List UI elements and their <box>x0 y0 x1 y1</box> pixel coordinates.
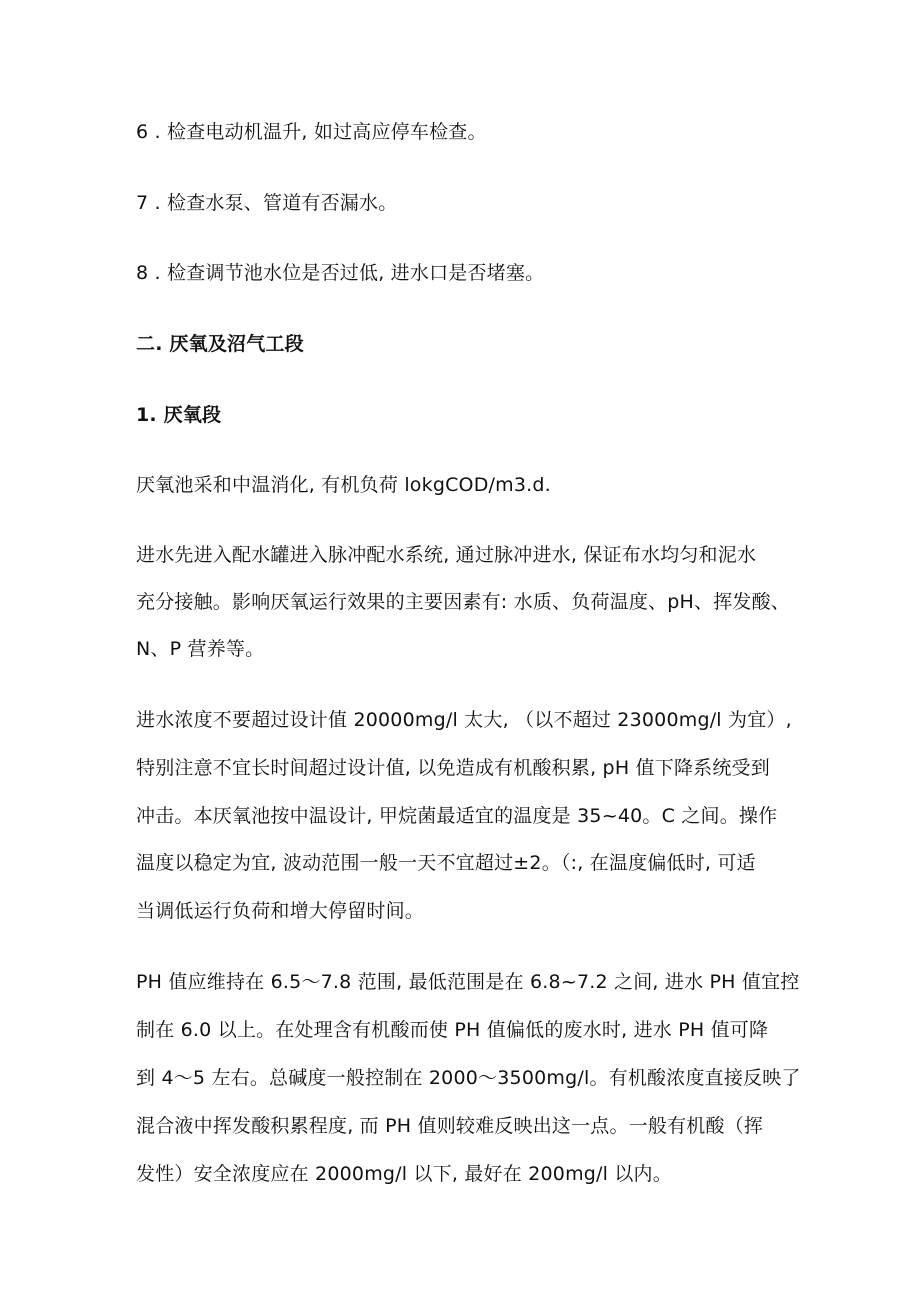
paragraph-line: 混合液中挥发酸积累程度, 而 PH 值则较难反映出这一点。一般有机酸（挥 <box>136 1115 764 1137</box>
checklist-item-7: 7 . 检查水泵、管道有否漏水。 <box>136 192 398 214</box>
paragraph-line: 制在 6.0 以上。在处理含有机酸而使 PH 值偏低的废水时, 进水 PH 值可降 <box>136 1019 769 1041</box>
paragraph-line: 到 4～5 左右。总碱度一般控制在 2000～3500mg/l。有机酸浓度直接反映了 <box>136 1067 801 1089</box>
section-title: 二. 厌氧及沼气工段 <box>136 333 304 355</box>
paragraph-line: 特别注意不宜长时间超过设计值, 以免造成有机酸积累, pH 值下降系统受到 <box>136 757 770 779</box>
paragraph-line: N、P 营养等。 <box>136 638 265 660</box>
subsection-title: 1. 厌氧段 <box>136 404 222 426</box>
paragraph-line: 进水浓度不要超过设计值 20000mg/l 太大, （以不超过 23000mg/l 为宜）, <box>136 709 792 731</box>
paragraph-line: 充分接触。影响厌氧运行效果的主要因素有: 水质、负荷温度、pH、挥发酸、 <box>136 591 790 613</box>
paragraph-line: PH 值应维持在 6.5～7.8 范围, 最低范围是在 6.8~7.2 之间, 进水 PH 值宜控 <box>136 971 800 993</box>
paragraph-line: 进水先进入配水罐进入脉冲配水系统, 通过脉冲进水, 保证布水均匀和泥水 <box>136 544 757 566</box>
checklist-item-8: 8 . 检查调节池水位是否过低, 进水口是否堵塞。 <box>136 262 545 284</box>
checklist-item-6: 6 . 检查电动机温升, 如过高应停车检查。 <box>136 121 487 143</box>
paragraph-line: 当调低运行负荷和增大停留时间。 <box>136 900 425 922</box>
paragraph-line: 温度以稳定为宜, 波动范围一般一天不宜超过±2。（:, 在温度偏低时, 可适 <box>136 852 756 874</box>
paragraph-line: 冲击。本厌氧池按中温设计, 甲烷菌最适宜的温度是 35~40。C 之间。操作 <box>136 805 778 827</box>
paragraph-anaerobic-load: 厌氧池采和中温消化, 有机负荷 lokgCOD/m3.d. <box>136 474 551 496</box>
paragraph-line: 发性）安全浓度应在 2000mg/l 以下, 最好在 200mg/l 以内。 <box>136 1163 672 1185</box>
